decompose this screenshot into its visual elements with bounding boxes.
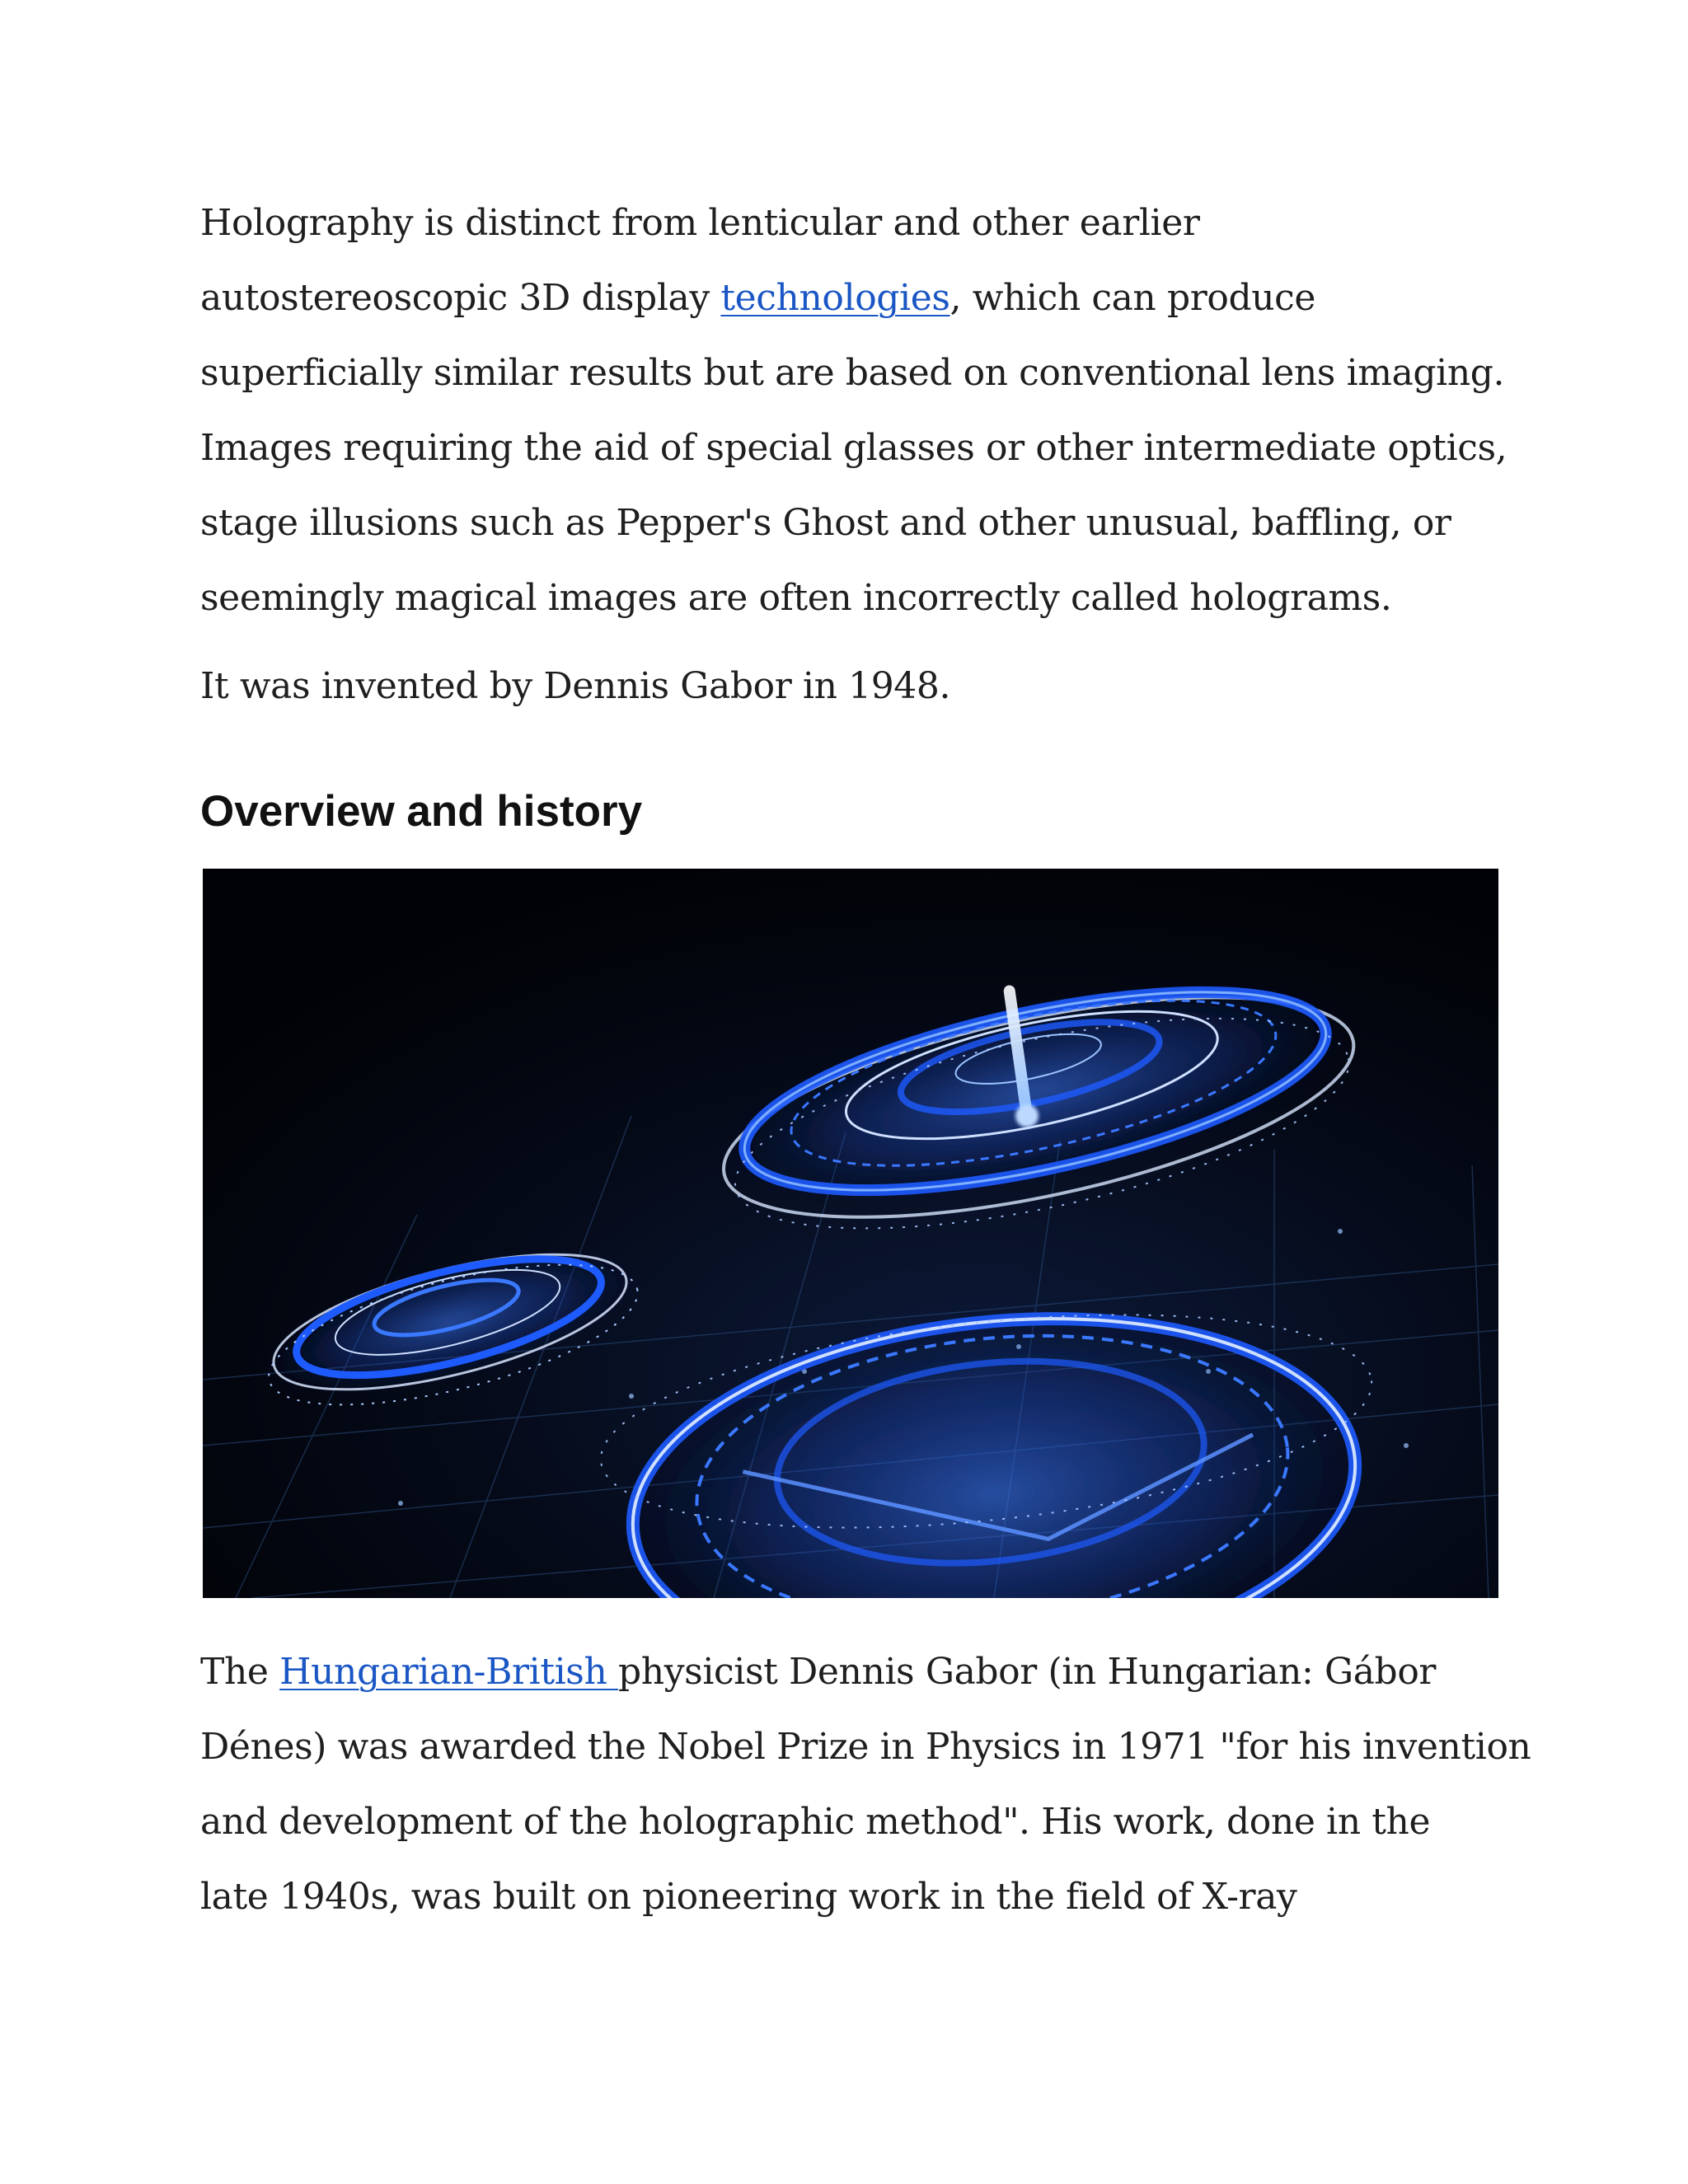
hologram-figure (203, 869, 1498, 1598)
text-line: It was invented by Dennis Gabor in 1948. (200, 665, 951, 707)
hologram-illustration-icon (203, 869, 1498, 1598)
intro-paragraph (200, 185, 1519, 635)
text-line: late 1940s, was built on pioneering work in the field of X-ray (200, 1876, 1297, 1918)
text-fragment: autostereoscopic 3D display (200, 277, 721, 319)
text-line: Holography is distinct from lenticular and other earlier (200, 202, 1200, 244)
hungarian-british-link[interactable]: Hungarian-British (279, 1651, 619, 1693)
text-line-with-link (200, 1634, 1519, 1709)
technologies-link[interactable]: technologies (720, 277, 950, 319)
section-heading: Overview and history (200, 787, 643, 836)
text-fragment: physicist Dennis Gabor (in Hungarian: Gábor (618, 1651, 1437, 1693)
text-line: Dénes) was awarded the Nobel Prize in Physics in 1971 "for his invention (200, 1726, 1531, 1768)
text-line: seemingly magical images are often incorrectly called holograms. (200, 577, 1392, 619)
text-line: and development of the holographic method". His work, done in the (200, 1801, 1431, 1843)
text-line-with-link (200, 260, 1519, 335)
text-line: stage illusions such as Pepper's Ghost and other unusual, baffling, or (200, 502, 1451, 544)
invention-paragraph (200, 649, 1519, 724)
text-fragment: The (200, 1651, 280, 1693)
text-fragment: , which can produce (950, 277, 1316, 319)
text-line: Images requiring the aid of special glasses or other intermediate optics, (200, 427, 1507, 469)
history-paragraph (200, 1634, 1531, 1934)
text-line: superficially similar results but are based on conventional lens imaging. (200, 352, 1505, 394)
